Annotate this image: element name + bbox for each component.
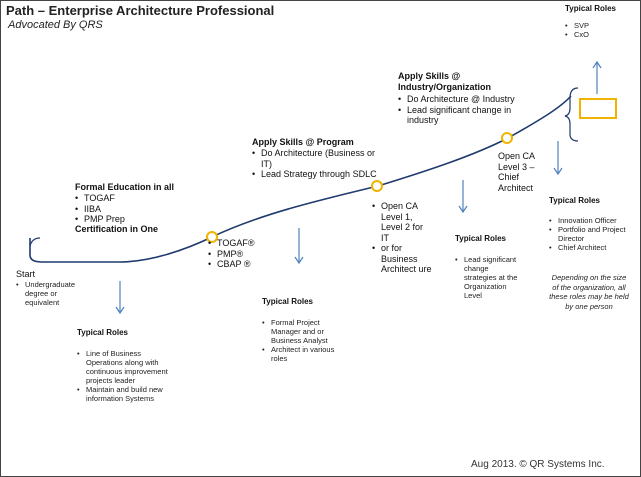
formal-item: • TOGAF <box>75 193 185 204</box>
ca12-item: • Open CA Level 1, Level 2 for IT <box>372 201 432 243</box>
page-subtitle: Advocated By QRS <box>8 19 103 31</box>
footer-copyright: Aug 2013. © QR Systems Inc. <box>471 459 605 470</box>
ca3-label: Open CA Level 3 – Chief Architect <box>498 151 535 193</box>
formal-item: • IIBA <box>75 204 185 215</box>
role-item: • Maintain and build new information Systems <box>77 385 177 403</box>
role-item: • Line of Business Operations along with continuous improvement projects leader <box>77 349 177 385</box>
roles-top-heading: Typical Roles <box>565 4 616 13</box>
certification-label: Certification in One <box>75 224 159 234</box>
role-item: • Chief Architect <box>549 243 633 252</box>
role-item: • Innovation Officer <box>549 216 633 225</box>
milestone-3 <box>502 133 512 143</box>
start-label: Start <box>16 269 36 279</box>
top-role-box <box>580 99 616 118</box>
page-title: Path – Enterprise Architecture Professional <box>6 3 275 18</box>
industry-item: • Do Architecture @ Industry <box>398 94 538 105</box>
ca12-item: • or for Business Architect ure <box>372 243 432 275</box>
role-item: • CxO <box>565 30 615 39</box>
cert-item: • CBAP ® <box>208 259 278 270</box>
roles-top-list <box>565 21 615 39</box>
roles-3-list <box>455 255 521 300</box>
roles-1-heading: Typical Roles <box>77 328 128 337</box>
top-bracket <box>565 88 578 141</box>
industry-item: • Lead significant change in industry <box>398 105 538 126</box>
role-item: • Architect in various roles <box>262 345 347 363</box>
roles-1-list <box>77 349 177 403</box>
cert-list <box>208 238 278 270</box>
program-list <box>252 148 380 180</box>
ca12-list <box>372 201 432 275</box>
role-item: • Formal Project Manager and or Business Analyst <box>262 318 347 345</box>
role-item: • SVP <box>565 21 615 30</box>
formal-item: • PMP Prep <box>75 214 185 225</box>
roles-4-heading: Typical Roles <box>549 196 600 205</box>
role-item: • Lead significant change strategies at the Organization Level <box>455 255 521 300</box>
milestone-2 <box>372 181 382 191</box>
start-list <box>16 280 88 307</box>
cert-item: • TOGAF® <box>208 238 278 249</box>
start-item: • Undergraduate degree or equivalent <box>16 280 88 307</box>
roles-4-list <box>549 216 633 252</box>
formal-heading: Formal Education in all <box>75 182 175 192</box>
roles-4-note: Depending on the size of the organization, all these roles may be held by one person <box>549 273 629 311</box>
roles-2-list <box>262 318 347 363</box>
start-bracket <box>30 238 40 246</box>
program-item: • Lead Strategy through SDLC <box>252 169 380 180</box>
roles-3-heading: Typical Roles <box>455 234 506 243</box>
industry-heading: Apply Skills @ Industry/Organization <box>398 71 492 92</box>
industry-list <box>398 94 538 126</box>
role-item: • Portfolio and Project Director <box>549 225 633 243</box>
program-heading: Apply Skills @ Program <box>252 137 354 147</box>
roles-2-heading: Typical Roles <box>262 297 313 306</box>
formal-list <box>75 193 185 225</box>
program-item: • Do Architecture (Business or IT) <box>252 148 380 169</box>
cert-item: • PMP® <box>208 249 278 260</box>
